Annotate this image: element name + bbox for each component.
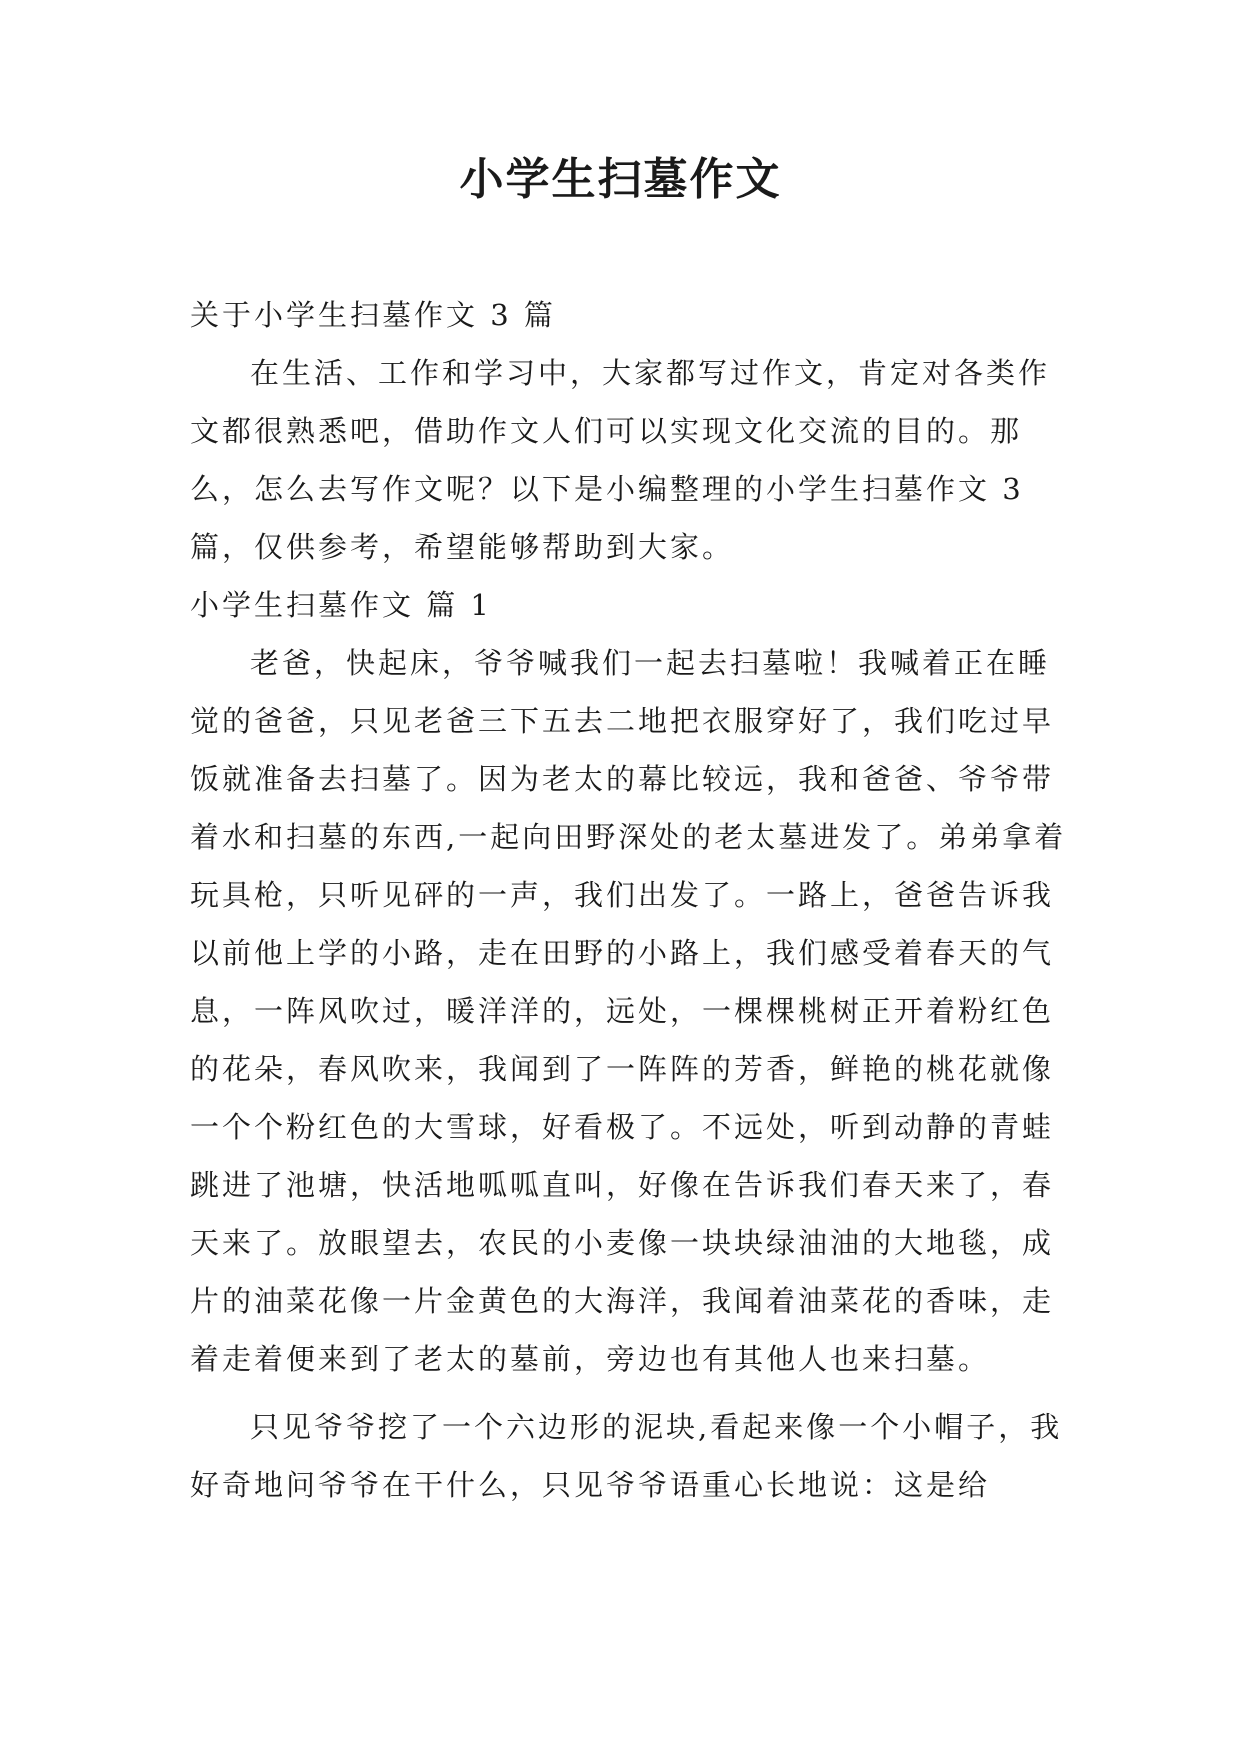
intro-paragraph: 在生活、工作和学习中，大家都写过作文，肯定对各类作文都很熟悉吧，借助作文人们可以实现文化交流的目的。那么，怎么去写作文呢？以下是小编整理的小学生扫墓作文 3 篇，仅供参考，希望能够帮助到大家。 xyxy=(190,356,1051,564)
document-subtitle: 关于小学生扫墓作文 3 篇 xyxy=(190,298,556,332)
body-paragraph-2: 只见爷爷挖了一个六边形的泥块,看起来像一个小帽子，我好奇地问爷爷在干什么，只见爷爷语重心长地说：这是给 xyxy=(190,1410,1063,1502)
body-paragraph-1: 老爸，快起床，爷爷喊我们一起去扫墓啦！我喊着正在睡觉的爸爸，只见老爸三下五去二地把衣服穿好了，我们吃过早饭就准备去扫墓了。因为老太的幕比较远，我和爸爸、爷爷带着水和扫墓的东西,一起向田野深处的老太墓进发了。弟弟拿着玩具枪，只听见砰的一声，我们出发了。一路上，爸爸告诉我以前他上学的小路，走在田野的小路上，我们感受着春天的气息，一阵风吹过，暖洋洋的，远处，一棵棵桃树正开着粉红色的花朵，春风吹来，我闻到了一阵阵的芳香，鲜艳的桃花就像一个个粉红色的大雪球，好看极了。不远处，听到动静的青蛙跳进了池塘，快活地呱呱直叫，好像在告诉我们春天来了，春天来了。放眼望去，农民的小麦像一块块绿油油的大地毯，成片的油菜花像一片金黄色的大海洋，我闻着油菜花的香味，走着走着便来到了老太的墓前，旁边也有其他人也来扫墓。 xyxy=(190,646,1067,1376)
document-body xyxy=(190,286,1070,1514)
section-heading: 小学生扫墓作文 篇 1 xyxy=(190,588,492,622)
document-title: 小学生扫墓作文 xyxy=(459,154,782,205)
